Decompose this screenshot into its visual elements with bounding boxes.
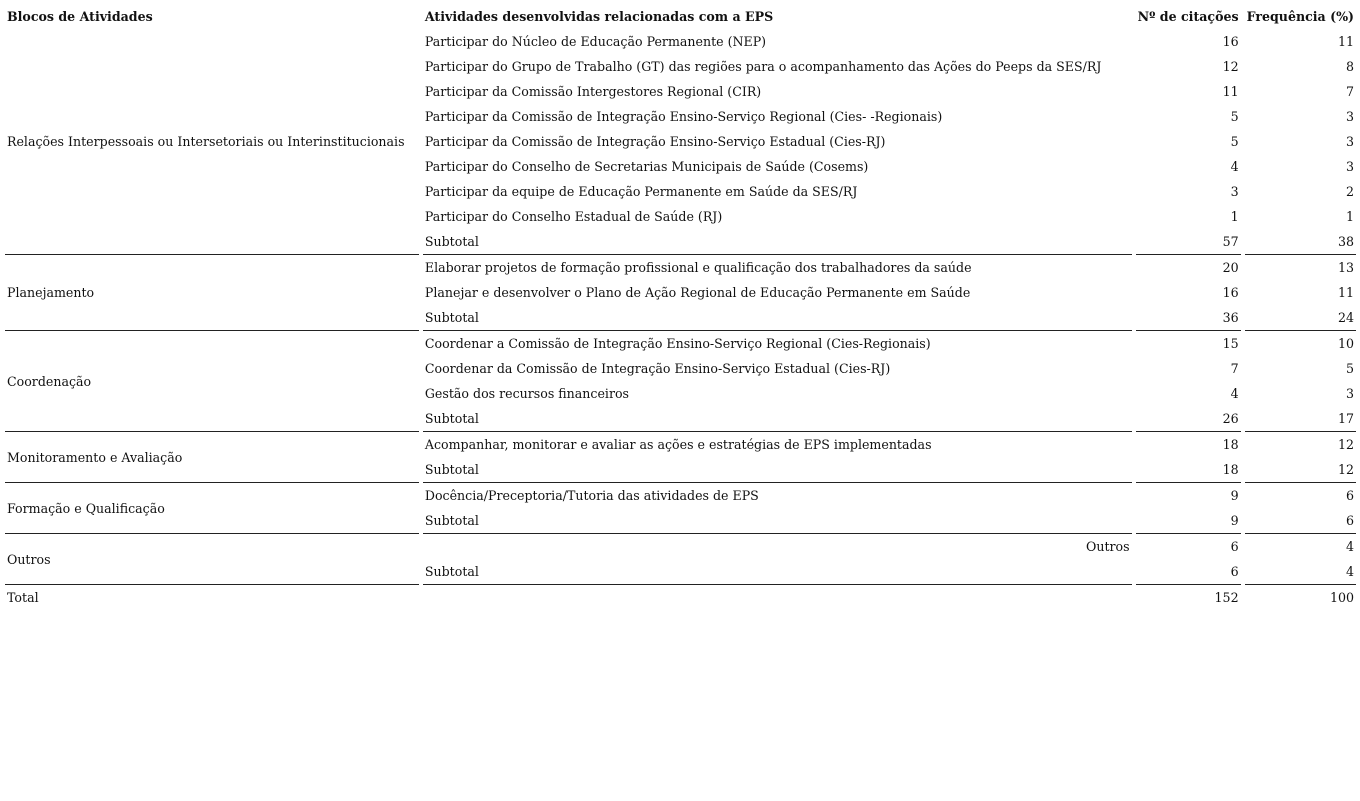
citations-cell: 12: [1222, 59, 1239, 74]
citations-cell: 1: [1230, 209, 1239, 224]
citations-cell: 20: [1222, 260, 1239, 275]
subtotal-frequency: 6: [1245, 508, 1356, 534]
header-citacoes: Nº de citações: [1137, 9, 1239, 24]
frequency-cell: 3: [1345, 134, 1354, 149]
subtotal-label: Subtotal: [423, 406, 1132, 432]
frequency-cell: 12: [1337, 437, 1354, 452]
activity-cell: Participar do Grupo de Trabalho (GT) das regiões para o acompanhamento das Ações do Peeps da SES/RJ: [424, 59, 1102, 74]
total-citations: 152: [1214, 590, 1239, 605]
table-row: [5, 432, 1356, 457]
subtotal-label: Subtotal: [423, 229, 1132, 255]
citations-cell: 5: [1230, 109, 1239, 124]
frequency-cell: 13: [1337, 260, 1354, 275]
table-row: [5, 483, 1356, 508]
total-label: Total: [7, 590, 39, 605]
subtotal-frequency: 12: [1245, 457, 1356, 483]
subtotal-citations: 18: [1136, 457, 1241, 483]
subtotal-label: Subtotal: [423, 457, 1132, 483]
activity-cell: Docência/Preceptoria/Tutoria das atividades de EPS: [424, 488, 759, 503]
header-atividades: Atividades desenvolvidas relacionadas com a EPS: [424, 9, 774, 24]
citations-cell: 9: [1230, 488, 1239, 503]
activity-cell: Outros: [1086, 539, 1130, 554]
frequency-cell: 10: [1337, 336, 1354, 351]
citations-cell: 15: [1222, 336, 1239, 351]
subtotal-citations: 36: [1136, 305, 1241, 331]
bloco-label: Relações Interpessoais ou Intersetoriais ou Interinstitucionais: [5, 29, 419, 255]
activity-cell: Participar da Comissão Intergestores Regional (CIR): [424, 84, 762, 99]
activity-cell: Coordenar da Comissão de Integração Ensino-Serviço Estadual (Cies-RJ): [424, 361, 891, 376]
activity-cell: Planejar e desenvolver o Plano de Ação Regional de Educação Permanente em Saúde: [424, 285, 971, 300]
citations-cell: 16: [1222, 34, 1239, 49]
bloco-label: Formação e Qualificação: [5, 483, 419, 534]
activity-cell: Participar do Conselho Estadual de Saúde (RJ): [424, 209, 723, 224]
activity-cell: Coordenar a Comissão de Integração Ensino-Serviço Regional (Cies-Regionais): [424, 336, 931, 351]
subtotal-citations: 6: [1136, 559, 1241, 585]
total-row: [5, 585, 1356, 610]
frequency-cell: 7: [1345, 84, 1354, 99]
activity-cell: Gestão dos recursos financeiros: [424, 386, 630, 401]
activity-cell: Participar do Núcleo de Educação Permanente (NEP): [424, 34, 767, 49]
subtotal-label: Subtotal: [423, 559, 1132, 585]
header-frequencia: Frequência (%): [1246, 9, 1354, 24]
citations-cell: 18: [1222, 437, 1239, 452]
citations-cell: 16: [1222, 285, 1239, 300]
citations-cell: 11: [1222, 84, 1239, 99]
bloco-label: Planejamento: [5, 255, 419, 331]
activity-cell: Elaborar projetos de formação profissional e qualificação dos trabalhadores da saúde: [424, 260, 972, 275]
subtotal-citations: 9: [1136, 508, 1241, 534]
subtotal-label: Subtotal: [423, 508, 1132, 534]
subtotal-citations: 57: [1136, 229, 1241, 255]
bloco-label: Coordenação: [5, 331, 419, 432]
citations-cell: 5: [1230, 134, 1239, 149]
table-row: [5, 534, 1356, 559]
citations-cell: 6: [1230, 539, 1239, 554]
frequency-cell: 6: [1345, 488, 1354, 503]
citations-cell: 4: [1230, 159, 1239, 174]
subtotal-citations: 26: [1136, 406, 1241, 432]
citations-cell: 3: [1230, 184, 1239, 199]
frequency-cell: 1: [1345, 209, 1354, 224]
citations-cell: 4: [1230, 386, 1239, 401]
frequency-cell: 5: [1345, 361, 1354, 376]
bloco-label: Monitoramento e Avaliação: [5, 432, 419, 483]
table-row: [5, 331, 1356, 356]
table-body: [5, 29, 1356, 610]
eps-activities-table: [1, 4, 1360, 610]
header-blocos: Blocos de Atividades: [7, 9, 153, 24]
subtotal-frequency: 17: [1245, 406, 1356, 432]
subtotal-frequency: 4: [1245, 559, 1356, 585]
frequency-cell: 3: [1345, 109, 1354, 124]
frequency-cell: 11: [1337, 34, 1354, 49]
subtotal-frequency: 24: [1245, 305, 1356, 331]
activity-cell: Participar da Comissão de Integração Ensino-Serviço Regional (Cies- -Regionais): [424, 109, 943, 124]
frequency-cell: 3: [1345, 159, 1354, 174]
total-spacer: [423, 585, 1132, 610]
citations-cell: 7: [1230, 361, 1239, 376]
activity-cell: Participar do Conselho de Secretarias Municipais de Saúde (Cosems): [424, 159, 869, 174]
frequency-cell: 4: [1345, 539, 1354, 554]
frequency-cell: 8: [1345, 59, 1354, 74]
activity-cell: Acompanhar, monitorar e avaliar as ações e estratégias de EPS implementadas: [424, 437, 932, 452]
table-row: [5, 255, 1356, 280]
total-frequency: 100: [1329, 590, 1354, 605]
subtotal-label: Subtotal: [423, 305, 1132, 331]
frequency-cell: 2: [1345, 184, 1354, 199]
frequency-cell: 3: [1345, 386, 1354, 401]
frequency-cell: 11: [1337, 285, 1354, 300]
table-row: [5, 29, 1356, 54]
activity-cell: Participar da Comissão de Integração Ensino-Serviço Estadual (Cies-RJ): [424, 134, 886, 149]
header-row: [5, 4, 1356, 29]
activity-cell: Participar da equipe de Educação Permanente em Saúde da SES/RJ: [424, 184, 858, 199]
bloco-label: Outros: [5, 534, 419, 585]
subtotal-frequency: 38: [1245, 229, 1356, 255]
